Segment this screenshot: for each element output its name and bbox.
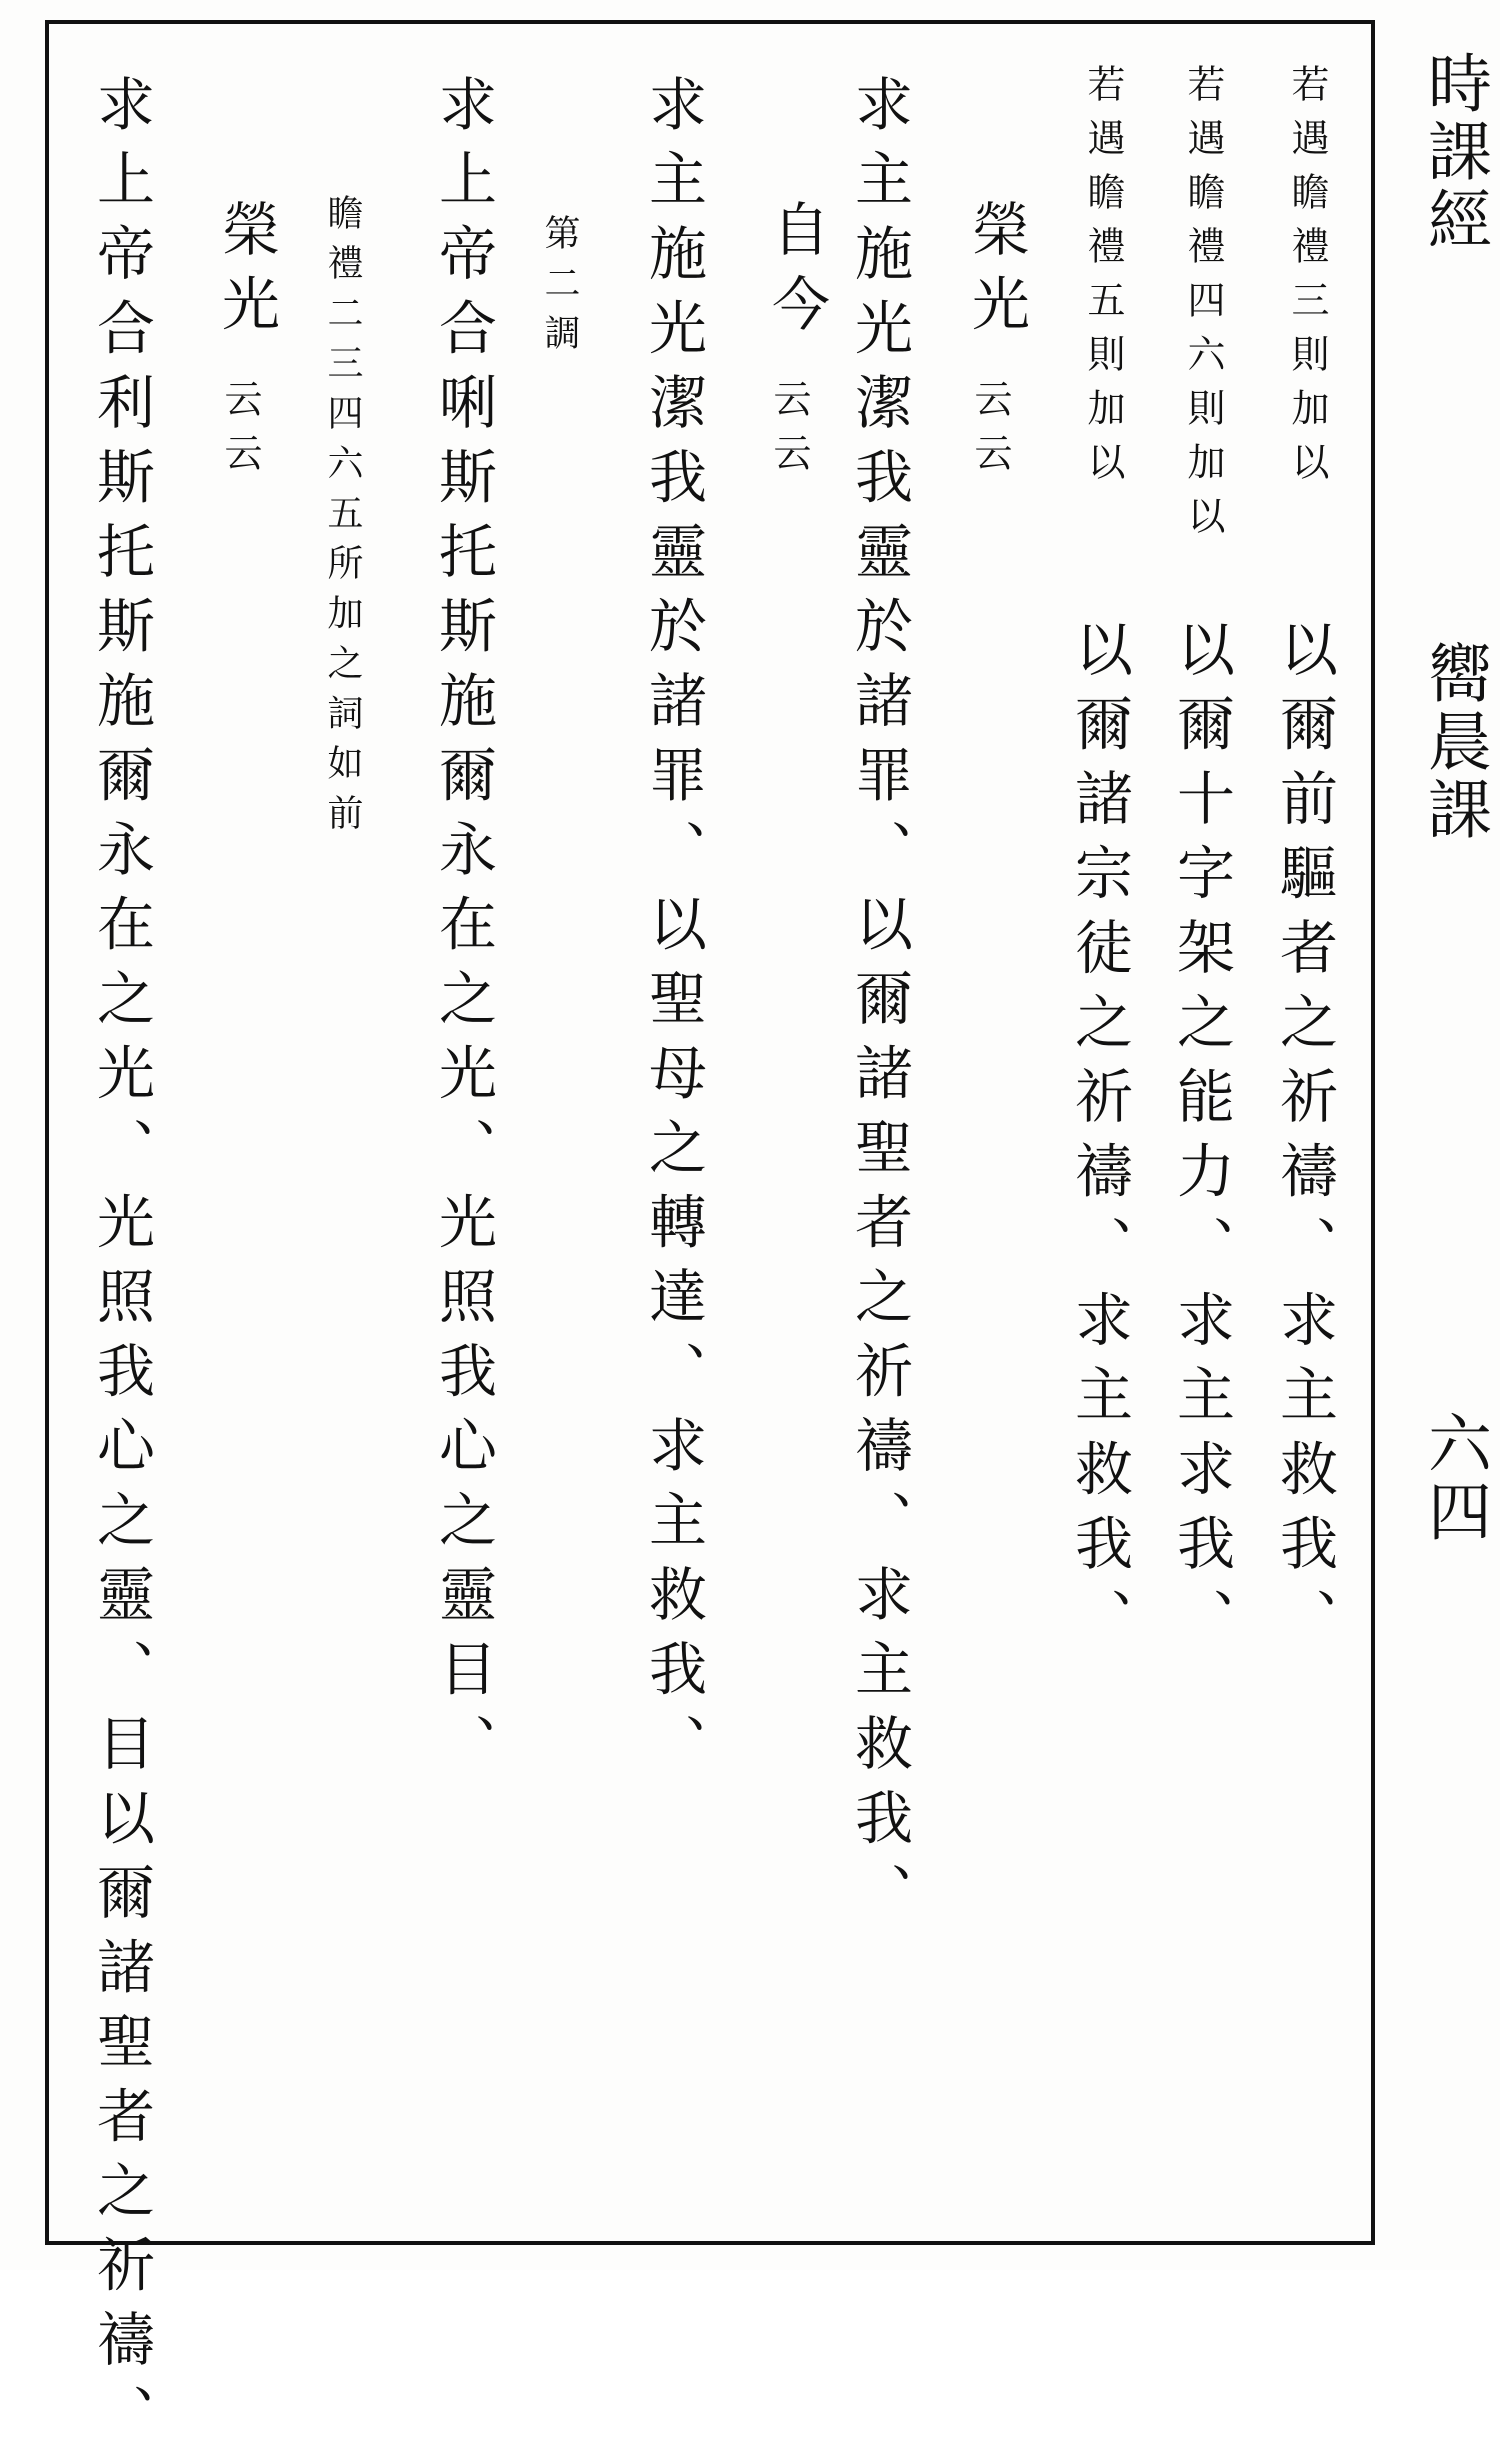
rubric-feast-5: 若遇瞻禮五則加以 [1081, 64, 1125, 496]
glory-incipit-1: 榮光 [962, 199, 1030, 348]
page-number: 六四 [1417, 1410, 1491, 1546]
verse-cleanse-theotokos: 求主施光潔我靈於諸罪、以聖母之轉達、求主救我、 [639, 74, 707, 1788]
glory-suffix-2: 云云 [218, 379, 262, 487]
verse-prayer-cross: 以爾十字架之能力、求主求我、 [1167, 619, 1235, 1662]
now-suffix-1: 云云 [767, 379, 811, 487]
rubric-feast-list: 瞻禮二三四六五所加之詞如前 [322, 194, 363, 844]
rubric-feast-46: 若遇瞻禮四六則加以 [1181, 64, 1225, 550]
verse-light-1: 求上帝合唎斯托斯施爾永在之光、光照我心之靈目、 [429, 74, 497, 1788]
glory-incipit-2: 榮光 [212, 199, 280, 348]
section-title: 嚮晨課 [1417, 640, 1491, 844]
rubric-second-tone: 第二調 [539, 214, 580, 364]
verse-prayer-apostles: 以爾諸宗徒之祈禱、求主救我、 [1065, 619, 1133, 1662]
verse-cleanse-saints: 求主施光潔我靈於諸罪、以爾諸聖者之祈禱、求主救我、 [845, 74, 913, 1937]
glory-suffix-1: 云云 [968, 379, 1012, 487]
verse-light-2: 求上帝合利斯托斯施爾永在之光、光照我心之靈、目以爾諸聖者之祈禱、 [87, 74, 155, 2458]
book-title: 時課經 [1417, 50, 1491, 254]
now-incipit-1: 自今 [762, 199, 830, 348]
verse-prayer-forerunner: 以爾前驅者之祈禱、求主救我、 [1270, 619, 1338, 1662]
rubric-feast-3: 若遇瞻禮三則加以 [1285, 64, 1329, 496]
text-frame [45, 20, 1375, 2458]
